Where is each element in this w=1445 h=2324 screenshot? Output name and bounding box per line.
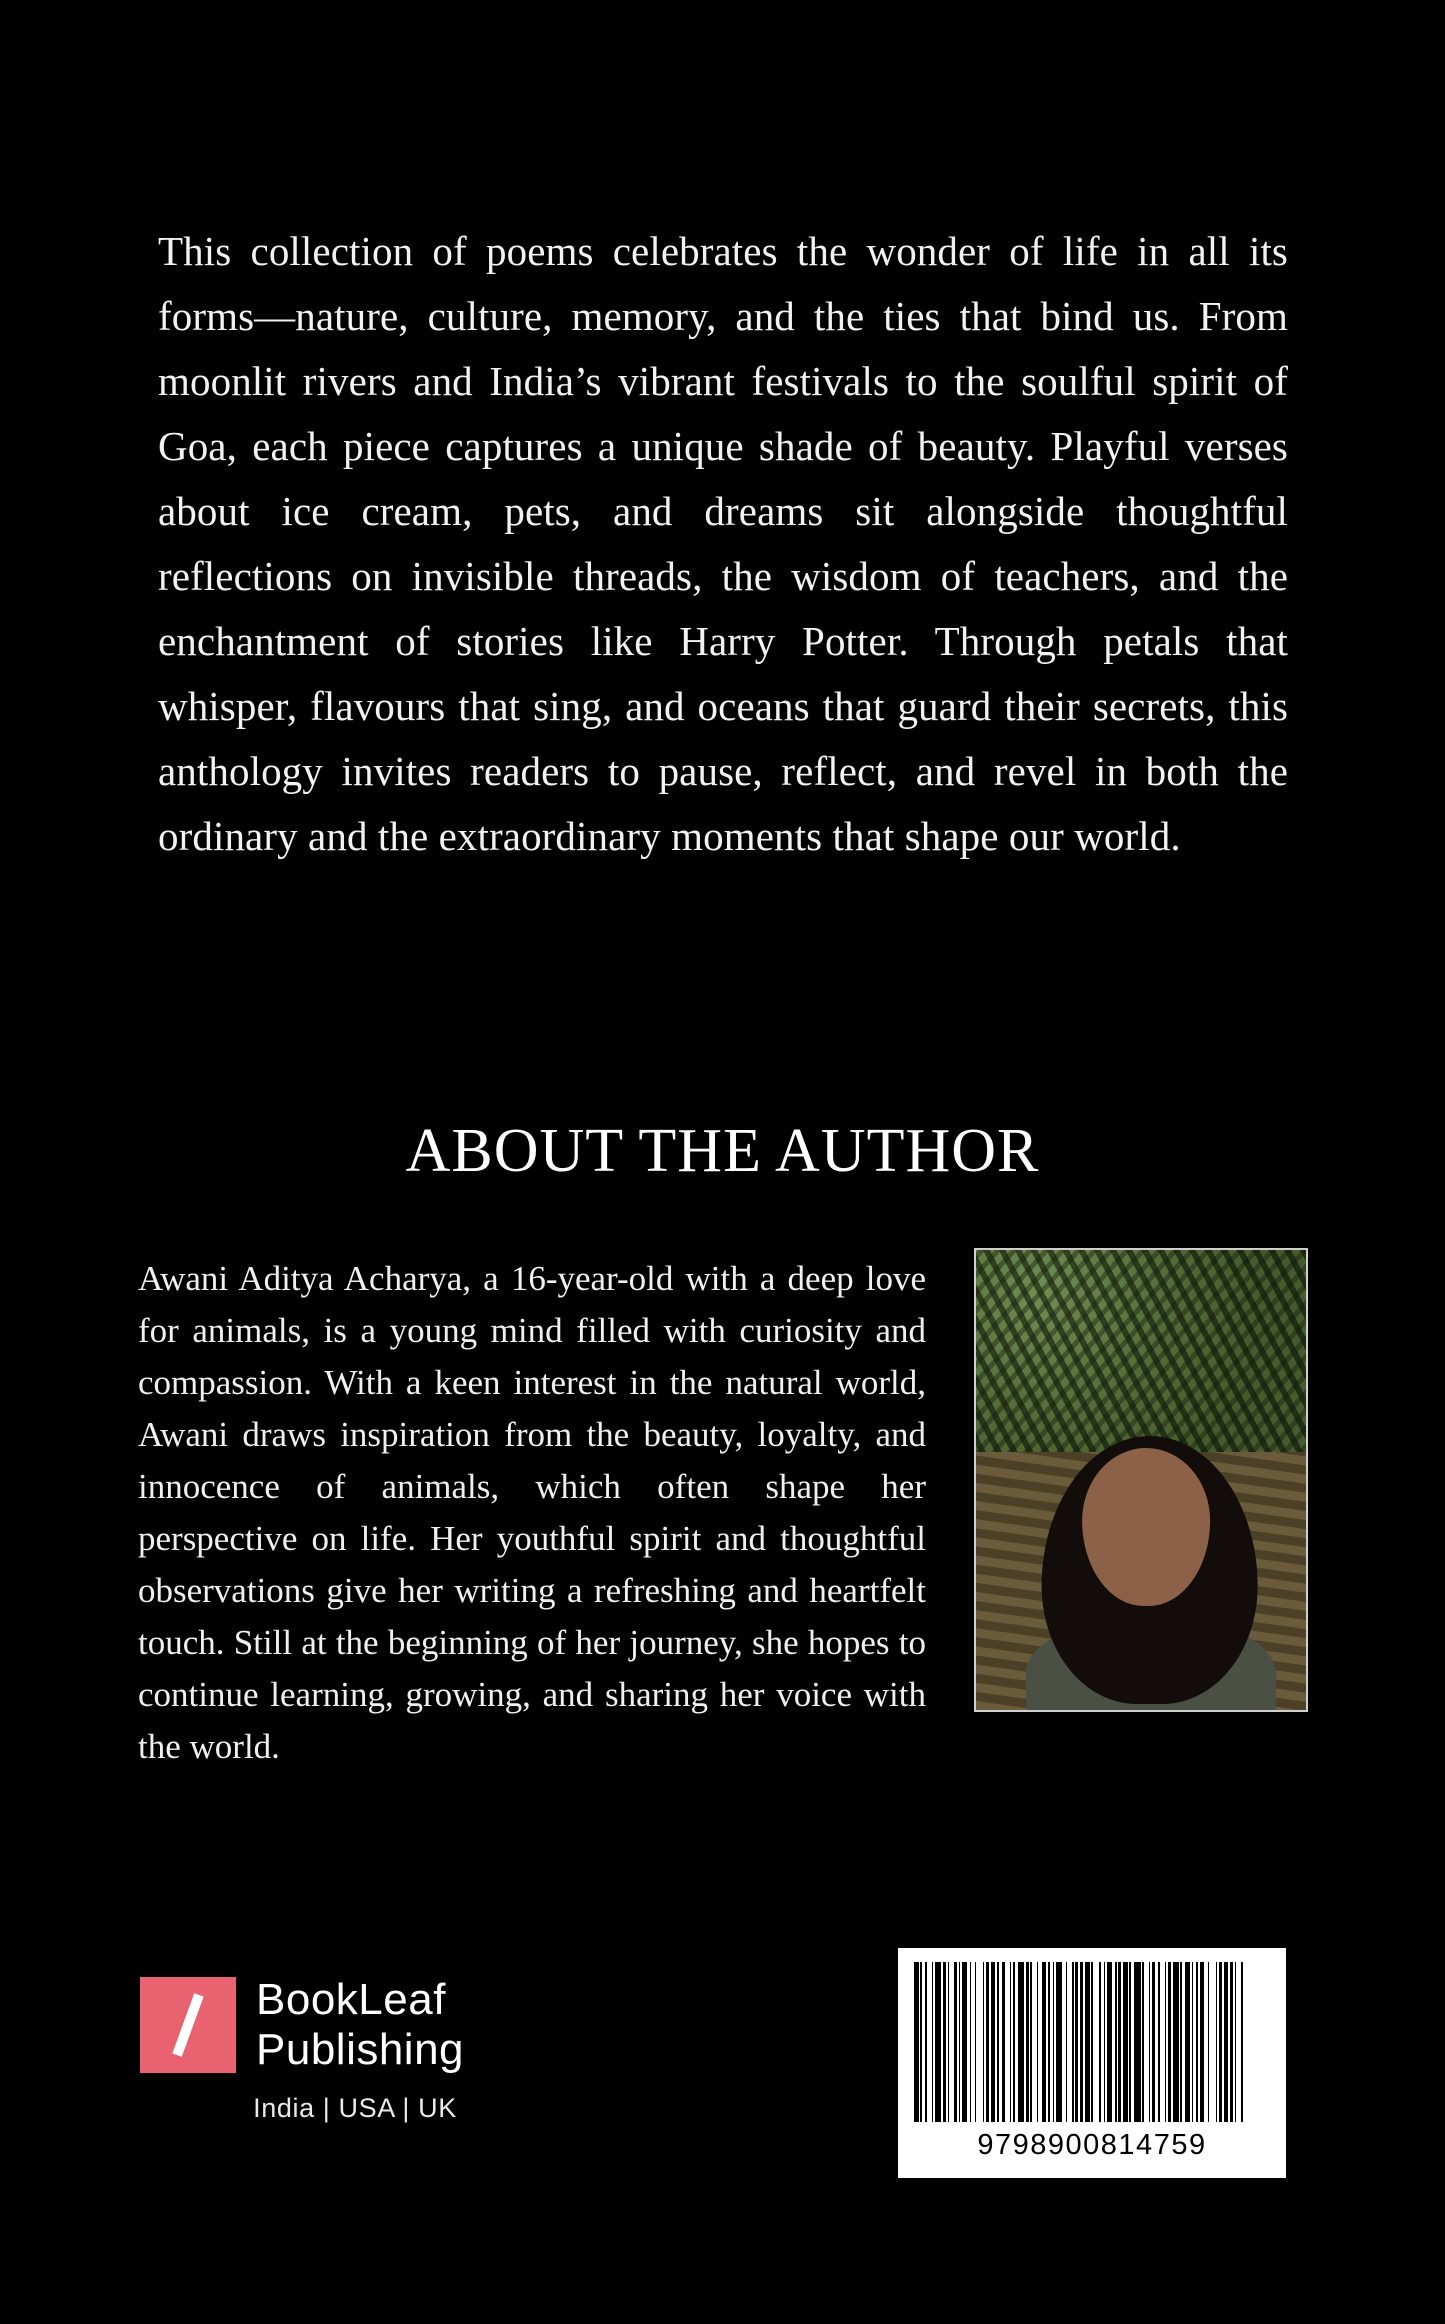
barcode-bars: [914, 1962, 1270, 2122]
about-the-author-heading: ABOUT THE AUTHOR: [405, 1117, 1040, 1186]
author-bio-text: Awani Aditya Acharya, a 16-year-old with a deep love for animals, is a young mind filled with curiosity and compassion. With a keen interest in the natural world, Awani draws inspiration from the beauty, loyalty, and innocence of animals, which often shape her perspective on life. Her youthful spirit and thoughtful observations give her writing a refreshing and heartfelt touch. Still at the beginning of her journey, she hopes to continue learning, growing, and sharing her voice with the world.: [138, 1259, 926, 1766]
isbn-number: 9798900814759: [977, 2129, 1207, 2161]
bookleaf-slash-icon: [140, 1977, 236, 2073]
isbn-barcode: [898, 1948, 1286, 2178]
author-photo: [974, 1248, 1308, 1712]
publisher-name-line1: BookLeaf: [256, 1975, 446, 2024]
publisher-logo: [140, 1975, 570, 2124]
barcode-space: [1243, 1962, 1246, 2122]
publisher-name-line2: Publishing: [256, 2025, 465, 2074]
book-blurb: This collection of poems celebrates the wonder of life in all its forms—nature, culture, memory, and the ties that bind us. From moonlit rivers and India’s vibrant festivals to the soulful spirit of Goa, each piece captures a unique shade of beauty. Playful verses about ice cream, pets, and dreams sit alongside thoughtful reflections on invisible threads, the wisdom of teachers, and the enchantment of stories like Harry Potter. Through petals that whisper, flavours that sing, and oceans that guard their secrets, this anthology invites readers to pause, reflect, and revel in both the ordinary and the extraordinary moments that shape our world.: [158, 228, 1288, 859]
publisher-logo-row: [140, 1975, 570, 2075]
author-bio-block: [138, 1218, 1308, 1808]
publisher-name: [256, 1975, 464, 2075]
photo-person-face: [1082, 1448, 1210, 1606]
publisher-regions: India | USA | UK: [253, 2093, 457, 2123]
